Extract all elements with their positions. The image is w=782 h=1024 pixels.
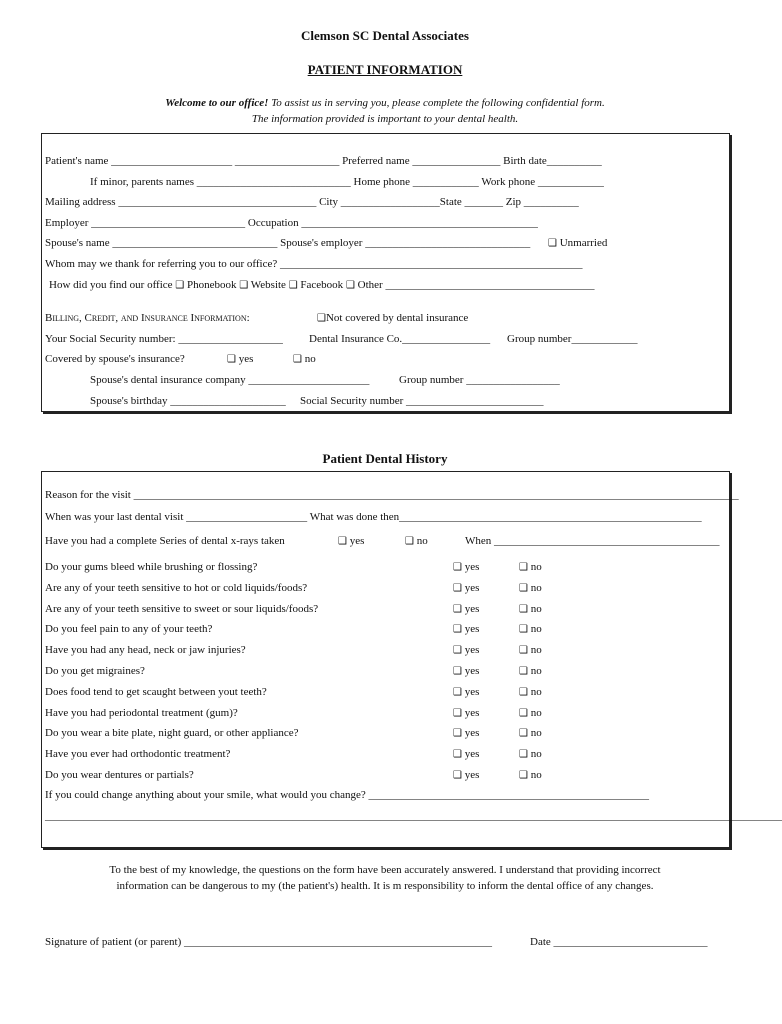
health-question-text: Are any of your teeth sensitive to hot or cold liquids/foods? [45,582,308,594]
answer-no[interactable] [519,644,542,656]
answer-no[interactable] [519,748,542,760]
no-label: no [530,623,542,635]
no-label: no [530,582,542,594]
yes-label: yes [464,707,480,719]
checkbox-icon[interactable]: ❑ [453,624,462,635]
spouse-birthday-field[interactable]: Spouse's birthday _____________________ [90,395,286,407]
not-covered-label: Not covered by dental insurance [325,312,469,324]
yes-label: yes [464,582,480,594]
attestation-line1: To the best of my knowledge, the questions on the form have been accurately answered. I understand that providing incorrect [109,864,661,876]
option-facebook: Facebook [300,279,344,291]
ssn-field[interactable]: Your Social Security number: ___________________ [45,333,283,345]
checkbox-icon[interactable]: ❑ [317,313,326,324]
checkbox-icon[interactable]: ❑ [519,583,528,594]
dental-history-title: Patient Dental History [322,451,448,466]
covered-no[interactable] [293,353,316,365]
covered-yes[interactable] [227,353,253,365]
smile-question-field[interactable]: If you could change anything about your smile, what would you change? ___________________________________________________ [45,789,650,801]
checkbox-icon[interactable]: ❑ [519,645,528,656]
checkbox-icon[interactable]: ❑ [288,280,298,291]
welcome-bold: Welcome to our office! [165,97,269,109]
checkbox-icon[interactable]: ❑ [453,728,462,739]
health-question-text: Do you wear dentures or partials? [45,769,194,781]
answer-no[interactable] [519,623,542,635]
patient-info-section [41,133,730,412]
checkbox-icon[interactable]: ❑ [453,562,462,573]
attestation-line2: information can be dangerous to my (the patient's) health. It is m responsibility to inform the dental office of any changes. [116,880,654,892]
yes-label: yes [464,561,480,573]
yes-label: yes [464,686,480,698]
answer-no[interactable] [519,603,542,615]
checkbox-icon[interactable]: ❑ [519,749,528,760]
employer-row[interactable]: Employer ____________________________ Occupation ___________________________________________ [45,217,538,229]
yes-label: yes [464,665,480,677]
answer-no[interactable] [519,769,542,781]
health-question-text: Do you wear a bite plate, night guard, or other appliance? [45,727,299,739]
checkbox-icon[interactable]: ❑ [519,728,528,739]
no-label: no [530,727,542,739]
no-label: no [530,561,542,573]
found-office-row [49,279,594,291]
billing-heading: Billing, Credit, and Insurance Information: [45,312,250,324]
spouse-group-field[interactable]: Group number _________________ [399,374,560,386]
answer-yes[interactable] [453,582,479,594]
option-phonebook: Phonebook [187,279,237,291]
checkbox-icon[interactable]: ❑ [453,687,462,698]
date-field[interactable]: Date ____________________________ [530,936,708,948]
checkbox-icon[interactable]: ❑ [453,604,462,615]
yes-label: yes [464,769,480,781]
answer-no[interactable] [519,686,542,698]
answer-yes[interactable] [453,603,479,615]
answer-no[interactable] [519,582,542,594]
checkbox-icon[interactable]: ❑ [548,238,557,249]
no-label: no [416,535,428,547]
last-visit-field[interactable]: When was your last dental visit ______________________ What was done then_______________________________________________________ [45,511,702,523]
checkbox-icon[interactable]: ❑ [519,770,528,781]
checkbox-icon[interactable]: ❑ [519,687,528,698]
health-question-text: Have you had any head, neck or jaw injuries? [45,644,246,656]
answer-yes[interactable] [453,748,479,760]
answer-no[interactable] [519,561,542,573]
welcome-rest: To assist us in serving you, please complete the following confidential form. [268,97,605,109]
health-question-text: Have you ever had orthodontic treatment? [45,748,231,760]
health-question-text: Do you get migraines? [45,665,145,677]
xrays-when-field[interactable]: When _________________________________________ [465,535,720,547]
practice-name: Clemson SC Dental Associates [301,28,469,43]
option-website: Website [250,279,286,291]
xrays-yes[interactable] [338,535,364,547]
group-number-field[interactable]: Group number____________ [507,333,638,345]
spouse-ssn-field[interactable]: Social Security number _________________________ [300,395,544,407]
checkbox-icon[interactable]: ❑ [519,666,528,677]
yes-label: yes [464,623,480,635]
referral-row[interactable]: Whom may we thank for referring you to our office? _______________________________________________________ [45,258,583,270]
no-label: no [530,644,542,656]
unmarried-label: Unmarried [559,237,608,249]
yes-label: yes [464,748,480,760]
checkbox-icon[interactable]: ❑ [453,708,462,719]
covered-question: Covered by spouse's insurance? [45,353,185,365]
checkbox-icon[interactable]: ❑ [453,645,462,656]
signature-field[interactable]: Signature of patient (or parent) ________________________________________________________ [45,936,492,948]
spouse-insurance-field[interactable]: Spouse's dental insurance company ______________________ [90,374,370,386]
no-label: no [530,665,542,677]
parents-row[interactable]: If minor, parents names ____________________________ Home phone ____________ Work phone ____________ [90,176,604,188]
checkbox-icon[interactable]: ❑ [453,770,462,781]
option-other[interactable]: Other ______________________________________ [357,279,595,291]
xrays-question: Have you had a complete Series of dental x-rays taken [45,535,285,547]
patient-name-row[interactable]: Patient's name ______________________ ___________________ Preferred name ________________ Birth date__________ [45,155,602,167]
no-label: no [530,686,542,698]
answer-yes[interactable] [453,686,479,698]
health-question-text: Do you feel pain to any of your teeth? [45,623,213,635]
answer-no[interactable] [519,665,542,677]
health-question-text: Does food tend to get scaught between yout teeth? [45,686,267,698]
answer-no[interactable] [519,707,542,719]
no-label: no [530,707,542,719]
yes-label: yes [238,353,254,365]
answer-yes[interactable] [453,769,479,781]
checkbox-icon[interactable]: ❑ [338,536,347,547]
checkbox-icon[interactable]: ❑ [519,562,528,573]
no-label: no [530,769,542,781]
no-label: no [304,353,316,365]
form-title: PATIENT INFORMATION [307,62,463,77]
no-label: no [530,748,542,760]
smile-answer-line[interactable]: ______________________________________________________________________________________________________________________________________ [45,810,782,822]
yes-label: yes [464,644,480,656]
no-label: no [530,603,542,615]
xrays-no[interactable] [405,535,428,547]
checkbox-icon[interactable]: ❑ [519,708,528,719]
checkbox-icon[interactable]: ❑ [345,280,355,291]
spouse-row[interactable]: Spouse's name ______________________________ Spouse's employer ______________________________ [45,237,531,249]
checkbox-icon[interactable]: ❑ [519,624,528,635]
checkbox-icon[interactable]: ❑ [227,354,236,365]
answer-yes[interactable] [453,644,479,656]
dental-insurance-field[interactable]: Dental Insurance Co.________________ [309,333,491,345]
checkbox-icon[interactable]: ❑ [239,280,249,291]
yes-label: yes [349,535,365,547]
checkbox-icon[interactable]: ❑ [293,354,302,365]
yes-label: yes [464,603,480,615]
checkbox-icon[interactable]: ❑ [453,666,462,677]
address-row[interactable]: Mailing address ____________________________________ City __________________State _______ Zip __________ [45,196,579,208]
answer-yes[interactable] [453,665,479,677]
reason-field[interactable]: Reason for the visit ______________________________________________________________________________________________________________ [45,489,739,501]
found-office-label: How did you find our office [49,279,173,291]
answer-yes[interactable] [453,561,479,573]
health-question-text: Do your gums bleed while brushing or flossing? [45,561,258,573]
unmarried-option[interactable] [548,237,607,249]
answer-yes[interactable] [453,727,479,739]
health-question-text: Are any of your teeth sensitive to sweet or sour liquids/foods? [45,603,319,615]
checkbox-icon[interactable]: ❑ [453,583,462,594]
answer-no[interactable] [519,727,542,739]
yes-label: yes [464,727,480,739]
checkbox-icon[interactable]: ❑ [405,536,414,547]
answer-yes[interactable] [453,623,479,635]
checkbox-icon[interactable]: ❑ [519,604,528,615]
not-covered-option[interactable] [317,312,468,324]
checkbox-icon[interactable]: ❑ [453,749,462,760]
health-question-text: Have you had periodontal treatment (gum)? [45,707,238,719]
checkbox-icon[interactable]: ❑ [175,280,185,291]
answer-yes[interactable] [453,707,479,719]
welcome-line2: The information provided is important to your dental health. [251,113,519,125]
welcome-text [0,97,770,109]
